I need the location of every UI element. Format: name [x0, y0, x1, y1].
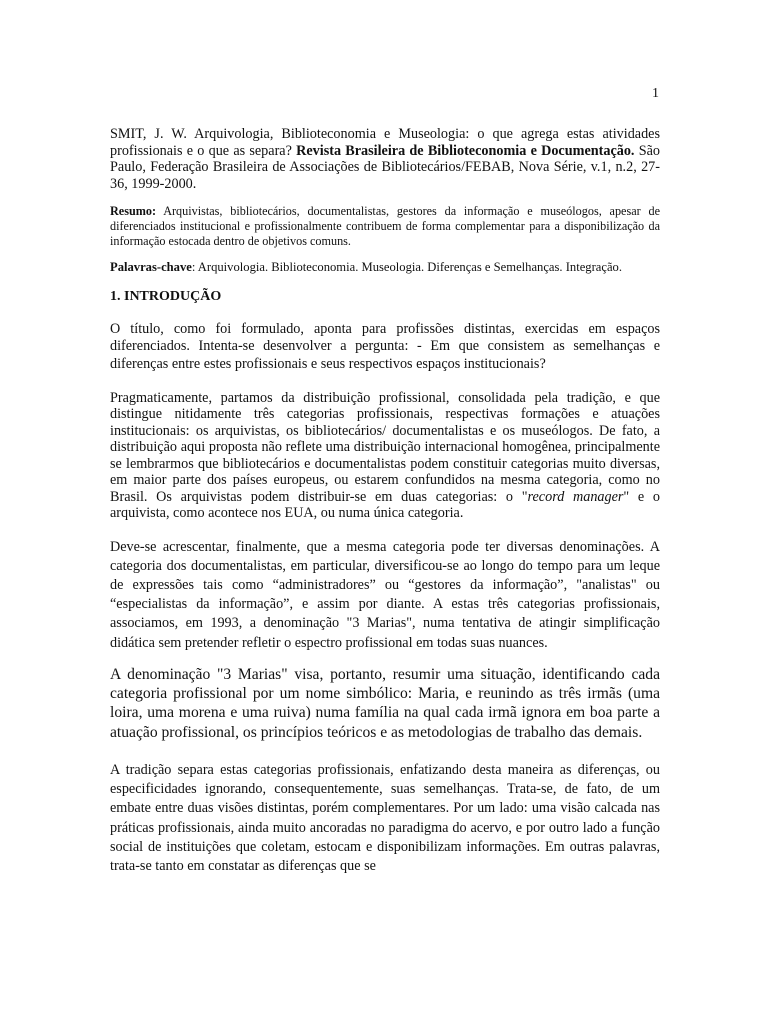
keywords-text: : Arquivologia. Biblioteconomia. Museologia. Diferenças e Semelhanças. Integração. — [191, 259, 622, 274]
paragraph-4: A denominação "3 Marias" visa, portanto, resumir uma situação, identificando cada categoria profissional por um nome simbólico: Maria, e reunindo as três irmãs (uma loira, uma morena e uma ruiva) numa família na qual cada irmã ignora em boa parte a atuação profissional, os princípios teóricos e as metodologias de trabalho das demais. — [110, 665, 660, 741]
abstract — [110, 204, 660, 249]
reference-tail: São Paulo, Federação Brasileira de Associações de Bibliotecários/FEBAB, Nova Série, v.1, n.2, 27-36, 1999-2000. — [110, 142, 660, 192]
abstract-label: Resumo: — [110, 204, 157, 218]
paragraph-2-end: " e o arquivista, como acontece nos EUA, ou numa única categoria. — [110, 488, 660, 521]
keywords — [110, 260, 660, 275]
keywords-label: Palavras-chave — [110, 259, 192, 274]
paragraph-2-text: Pragmaticamente, partamos da distribuição profissional, consolidada pela tradição, e que distingue nitidamente três categorias profissionais, respectivas formações e atuações institucionais: os arquivistas, os bibliotecários/ documentalistas e os museólogos. De fato, a distribuição aqui proposta não reflete uma distribuição internacional homogênea, principalmente se lembrarmos que bibliotecários e documentalistas podem constituir categorias muito diversas, em maior parte dos países europeus, ou estarem confundidos na mesma categoria, como no Brasil. Os arquivistas podem distribuir-se em duas categorias: o " — [110, 389, 660, 505]
paragraph-5: A tradição separa estas categorias profissionais, enfatizando desta maneira as diferenças, ou especificidades ignorando, consequentemente, suas semelhanças. Trata-se, de fato, de um embate entre duas visões distintas, porém complementares. Por um lado: uma visão calcada nas práticas profissionais, ainda muito ancoradas no paradigma do acervo, e por outro lado a função social de instituições que coletam, estocam e disponibilizam informações. Em outras palavras, trata-se tanto em constatar as diferenças que se — [110, 761, 660, 874]
paragraph-1: O título, como foi formulado, aponta para profissões distintas, exercidas em espaços diferenciados. Intenta-se desenvolver a pergunta: - Em que consistem as semelhanças e diferenças entre estes profissionais e seus respectivos espaços institucionais? — [110, 320, 660, 372]
record-manager-term: record manager — [527, 488, 624, 505]
bibliographic-reference — [110, 126, 660, 192]
document-body — [110, 126, 660, 888]
paragraph-3: Deve-se acrescentar, finalmente, que a mesma categoria pode ter diversas denominações. A categoria dos documentalistas, em particular, diversificou-se ao longo do tempo para um leque de expressões tais como “administradores” ou “gestores da informação”, "analistas" ou “especialistas da informação”, e assim por diante. A estas três categorias profissionais, associamos, em 1993, a denominação "3 Marias", numa tentativa de atingir simplificação didática sem pretender refletir o espectro profissional em todas suas nuances. — [110, 538, 660, 651]
section-title: 1. INTRODUÇÃO — [110, 288, 222, 304]
journal-title: Revista Brasileira de Biblioteconomia e Documentação. — [296, 142, 635, 159]
abstract-text: Arquivistas, bibliotecários, documentalistas, gestores da informação e museólogos, apesar de diferenciados institucional e profissionalmente contribuem de forma complementar para a disponibilização da informação estocada dentro de objetivos comuns. — [110, 204, 660, 248]
page-number: 1 — [652, 86, 659, 101]
paragraph-2 — [110, 390, 660, 522]
reference-lead: SMIT, J. W. Arquivologia, Biblioteconomia e Museologia: o que agrega estas atividades profissionais e o que as separa? — [110, 126, 660, 159]
